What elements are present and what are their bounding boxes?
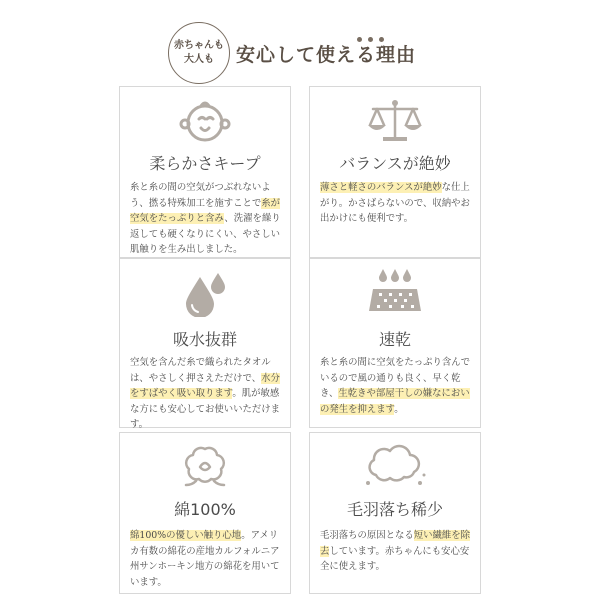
body-text: 。肌が敏感な方にも安心してお使いいただけます。	[130, 388, 281, 430]
card-title: 毛羽落ち稀少	[346, 500, 443, 519]
feature-card-absorbency	[119, 258, 291, 428]
cotton-flower-icon	[120, 441, 290, 489]
body-text: 糸と糸の間の空気がつぶれないよう、撚る特殊加工を施すことで	[130, 182, 271, 209]
card-body	[320, 180, 472, 227]
body-text: しています。赤ちゃんにも安心安全に使えます。	[320, 545, 470, 572]
card-body	[320, 355, 472, 417]
card-body	[320, 528, 472, 575]
body-text: 、洗濯を繰り返しても硬くなりにくい、やさしい肌触りを生み出しました。	[130, 213, 281, 255]
highlighted-text: 生乾きや部屋干しの嫌なにおいの発生を抑えます	[320, 388, 470, 415]
card-title: 速乾	[378, 330, 411, 349]
feature-card-quick-dry	[309, 258, 481, 428]
card-body	[130, 528, 282, 590]
feature-card-cotton	[119, 432, 291, 594]
body-text: 毛羽落ちの原因となる	[320, 530, 414, 541]
highlighted-text: 綿100%の優しい触り心地	[130, 530, 242, 541]
body-text: 空気を含んだ糸で織られたタオルは、やさしく押さえただけで、	[130, 357, 271, 384]
highlighted-text: 水分をすばやく吸い取ります	[130, 372, 280, 399]
card-body	[130, 355, 282, 433]
feature-card-balance	[309, 86, 481, 258]
quick-dry-icon	[310, 267, 480, 317]
body-text: 。	[394, 403, 404, 415]
body-text: 。アメリカ有数の綿花の産地カルフォルニア州サンホーキン地方の綿花を用いています。	[130, 530, 280, 588]
card-title: 柔らかさキープ	[149, 154, 261, 173]
badge	[168, 22, 230, 84]
cloud-fluff-icon	[310, 441, 480, 489]
body-text: 糸と糸の間に空気をたっぷり含んでいるので風の通りも良く、早く乾き、	[320, 357, 471, 399]
card-title: 吸水抜群	[172, 330, 237, 349]
page-title: 安心して使える理由	[236, 44, 417, 66]
badge-line-1: 赤ちゃんも	[174, 40, 224, 51]
body-text: な仕上がり。かさばらないので、収納やお出かけにも便利です。	[320, 182, 470, 224]
balance-scale-icon	[310, 97, 480, 145]
card-title: 綿100%	[174, 500, 236, 519]
card-title: バランスが絶妙	[339, 154, 451, 173]
feature-card-low-lint	[309, 432, 481, 594]
card-body	[130, 180, 282, 258]
water-drops-icon	[120, 267, 290, 317]
highlighted-text: 短い繊維を除去	[320, 530, 471, 557]
feature-card-softness	[119, 86, 291, 258]
highlighted-text: 糸が空気をたっぷりと含み	[130, 197, 281, 224]
baby-face-icon	[120, 97, 290, 145]
highlighted-text: 薄さと軽さのバランスが絶妙	[320, 182, 442, 193]
badge-line-2: 大人も	[184, 54, 214, 65]
